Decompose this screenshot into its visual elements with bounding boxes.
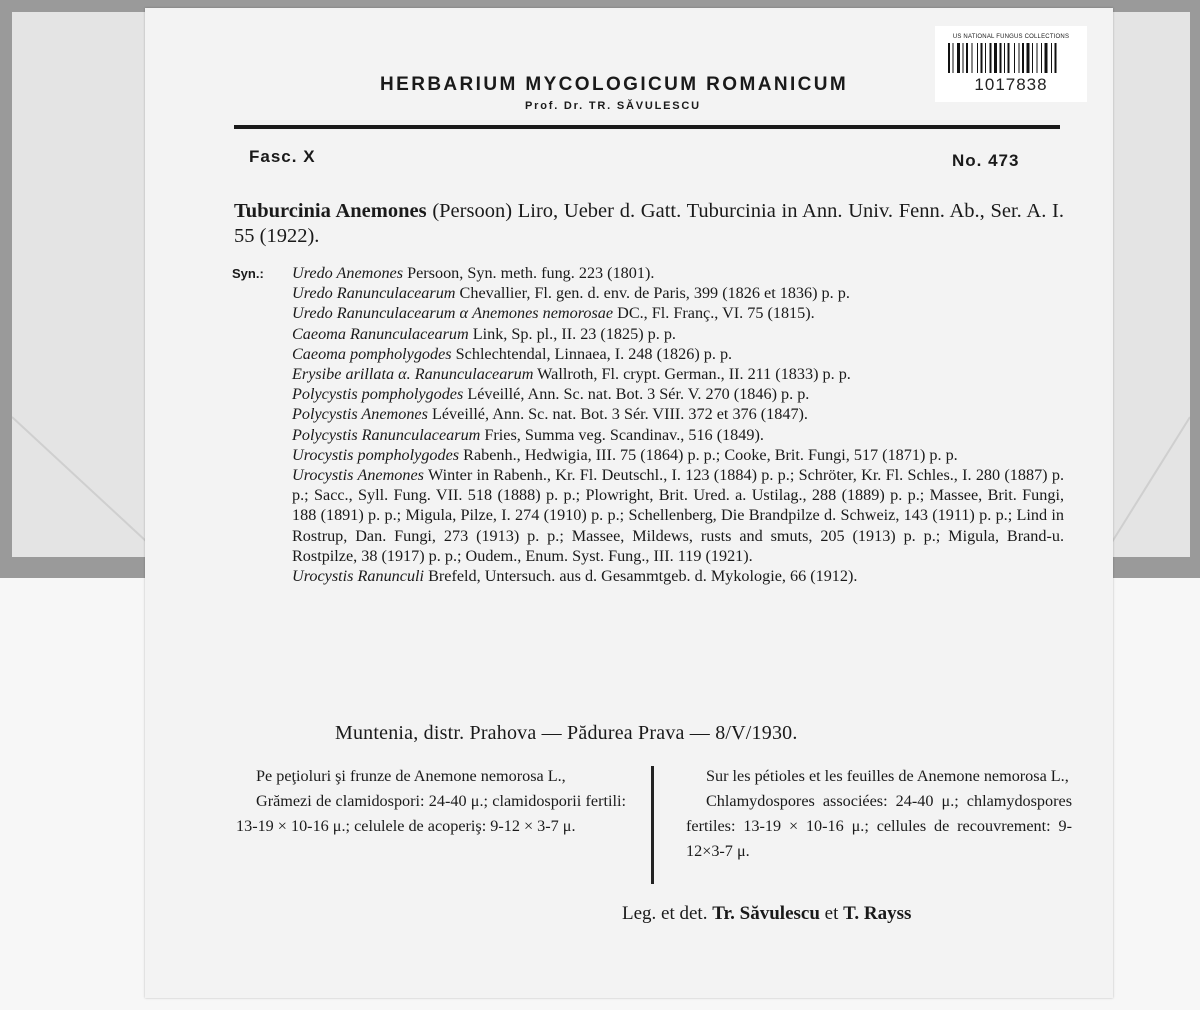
- description-romanian: [236, 764, 626, 839]
- synonym-name: Erysibe arillata α. Ranunculacearum: [292, 365, 534, 384]
- collector-name-1: Tr. Săvulescu: [712, 903, 820, 924]
- synonym-item: [292, 566, 1064, 586]
- locality: Muntenia, distr. Prahova — Pădurea Prava — 8/V/1930.: [335, 722, 798, 744]
- synonym-reference: Rabenh., Hedwigia, III. 75 (1864) p. p.; Cooke, Brit. Fungi, 517 (1871) p. p.: [463, 445, 958, 464]
- synonym-name: Uredo Ranunculacearum α Anemones nemorosae: [292, 304, 614, 323]
- barcode-sticker: [935, 26, 1087, 102]
- species-citation: (Persoon) Liro, Ueber d. Gatt. Tuburcinia in Ann. Univ. Fenn. Ab., Ser. A. I. 55 (1922).: [234, 200, 1065, 247]
- description-ro-spores: Grămezi de clamidospori: 24-40 μ.; clamidosporii fertili: 13-19 × 10-16 μ.; celulele de acoperiş: 9-12 × 3-7 μ.: [236, 792, 626, 835]
- description-fr-spores: Chlamydospores associées: 24-40 μ.; chlamydospores fertiles: 13-19 × 10-16 μ.; cellules de recouvrement: 9-12×3-7 μ.: [686, 792, 1072, 860]
- description-fr-host: Sur les pétioles et les feuilles de Anemone nemorosa L.,: [706, 767, 1069, 785]
- synonym-item: [292, 263, 1064, 283]
- synonym-reference: Brefeld, Untersuch. aus d. Gesammtgeb. d. Mykologie, 66 (1912).: [428, 567, 858, 586]
- synonym-item: [292, 303, 1064, 323]
- synonym-item: [292, 465, 1064, 566]
- column-divider: [651, 766, 654, 884]
- fascicle-number: Fasc. X: [249, 147, 316, 166]
- synonym-reference: Fries, Summa veg. Scandinav., 516 (1849).: [484, 425, 764, 444]
- collector-conj: et: [824, 903, 839, 924]
- synonym-name: Polycystis pompholygodes: [292, 385, 464, 404]
- synonym-reference: Wallroth, Fl. crypt. German., II. 211 (1833) p. p.: [537, 365, 851, 384]
- synonym-list: [292, 263, 1064, 586]
- synonym-name: Polycystis Ranunculacearum: [292, 425, 481, 444]
- barcode-bars: [948, 43, 1074, 73]
- description-french: [686, 764, 1072, 864]
- synonym-item: [292, 425, 1064, 445]
- barcode-caption: US NATIONAL FUNGUS COLLECTIONS: [952, 34, 1070, 40]
- species-heading: [234, 199, 1064, 249]
- collector-name-2: T. Rayss: [843, 903, 912, 924]
- synonym-reference: Léveillé, Ann. Sc. nat. Bot. 3 Sér. V. 270 (1846) p. p.: [467, 385, 810, 404]
- synonym-name: Urocystis Ranunculi: [292, 567, 425, 586]
- herbarium-title: HERBARIUM MYCOLOGICUM ROMANICUM: [380, 74, 849, 95]
- synonym-item: [292, 404, 1064, 424]
- synonym-reference: Persoon, Syn. meth. fung. 223 (1801).: [407, 264, 655, 282]
- specimen-number: No. 473: [952, 151, 1020, 170]
- synonym-name: Urocystis pompholygodes: [292, 445, 460, 464]
- synonym-item: [292, 445, 1064, 465]
- description-ro-host: Pe peţioluri şi frunze de Anemone nemorosa L.,: [256, 767, 566, 785]
- synonym-item: [292, 364, 1064, 384]
- synonym-name: Caeoma pompholygodes: [292, 344, 452, 363]
- synonym-reference: Léveillé, Ann. Sc. nat. Bot. 3 Sér. VIII. 372 et 376 (1847).: [431, 405, 808, 424]
- synonym-item: [292, 283, 1064, 303]
- synonym-reference: Winter in Rabenh., Kr. Fl. Deutschl., I. 123 (1884) p. p.; Schröter, Kr. Fl. Schles., I. 280 (1887) p. p.; Sacc., Syll. Fung. VII. 518 (1888) p. p.; Plowright, Brit. Ured. a. Ustilag., 288 (1889) p. p.; Massee, Brit. Fungi, 188 (1891) p. p.; Migula, Pilze, I. 274 (1910) p. p.; Schellenberg, Die Brandpilze d. Schweiz, 143 (1911) p. p.; Lind in Rostrup, Dan. Fungi, 273 (1913) p. p.; Massee, Mildews, rusts and smuts, 205 (1913) p. p.; Migula, Brand-u. Rostpilze, 38 (1917) p. p.; Oudem., Enum. Syst. Fung., III. 119 (1921).: [292, 466, 1064, 565]
- species-name: Tuburcinia Anemones: [234, 200, 427, 222]
- synonym-item: [292, 384, 1064, 404]
- synonym-name: Urocystis Anemones: [292, 466, 424, 485]
- synonym-reference: Chevallier, Fl. gen. d. env. de Paris, 399 (1826 et 1836) p. p.: [459, 284, 850, 303]
- synonyms-label: Syn.:: [232, 266, 264, 281]
- herbarium-subtitle: Prof. Dr. TR. SĂVULESCU: [525, 100, 701, 112]
- synonym-item: [292, 324, 1064, 344]
- barcode-number: 1017838: [974, 75, 1048, 94]
- collector-prefix: Leg. et det.: [622, 903, 708, 924]
- synonym-name: Uredo Anemones: [292, 264, 404, 282]
- synonym-reference: Link, Sp. pl., II. 23 (1825) p. p.: [472, 324, 676, 343]
- synonym-item: [292, 344, 1064, 364]
- synonym-name: Uredo Ranunculacearum: [292, 284, 456, 303]
- synonym-name: Polycystis Anemones: [292, 405, 428, 424]
- synonym-reference: Schlechtendal, Linnaea, I. 248 (1826) p. p.: [455, 344, 733, 363]
- synonym-name: Caeoma Ranunculacearum: [292, 324, 469, 343]
- header-rule: [234, 125, 1060, 129]
- synonym-reference: DC., Fl. Franç., VI. 75 (1815).: [617, 304, 815, 323]
- collector-line: [622, 903, 911, 925]
